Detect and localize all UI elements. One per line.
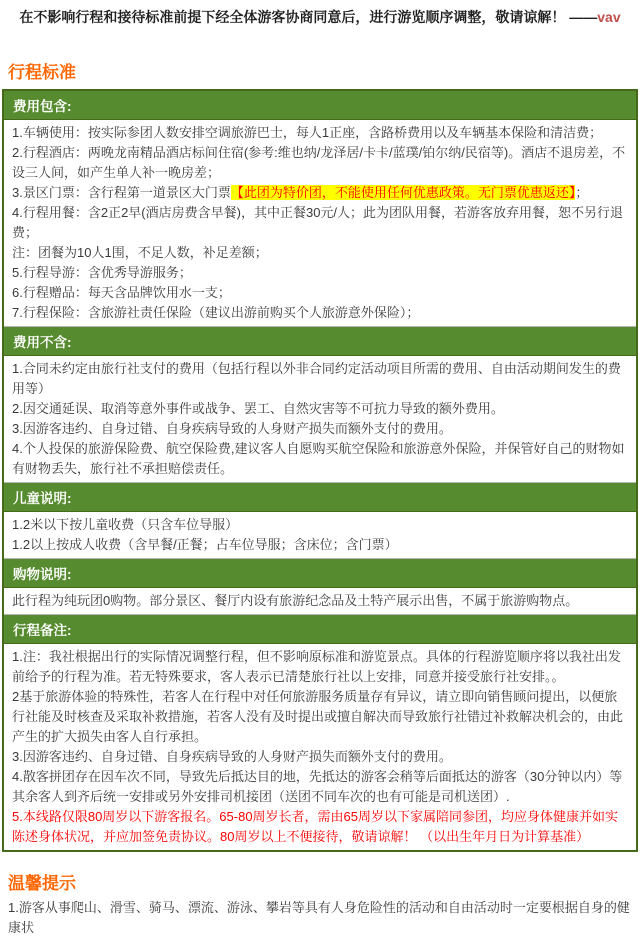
section-body-2 — [3, 512, 637, 559]
paragraph — [12, 183, 628, 203]
section-header-row — [3, 327, 637, 356]
paragraph: 1.合同未约定由旅行社支付的费用（包括行程以外非合同约定活动项目所需的费用、自由活动期间发生的费用等） — [12, 361, 621, 396]
section-header-0: 费用包含: — [3, 90, 637, 120]
section-header-row — [3, 90, 637, 120]
section-body-4 — [3, 644, 637, 852]
paragraph: 3.因游客违约、自身过错、自身疾病导致的人身财产损失而额外支付的费用。 — [12, 421, 452, 436]
section-body-row — [3, 356, 637, 483]
paragraph: 此行程为纯玩团0购物。部分景区、餐厅内设有旅游纪念品及土特产展示出售，不属于旅游购物点。 — [12, 593, 579, 608]
tips-body — [0, 898, 640, 938]
text-run: 3.景区门票：含行程第一道景区大门票 — [12, 185, 231, 200]
section-body-0 — [3, 120, 637, 327]
section-title-trip-standards: 行程标准 — [8, 63, 76, 82]
paragraph: 1.注：我社根据出行的实际情况调整行程，但不影响原标准和游览景点。具体的行程游览顺序将以我社出发前给予的行程为准。若无特殊要求，客人表示已清楚旅行社以上安排，同意并接受旅行社安排。。 — [12, 649, 621, 684]
paragraph: 2.行程酒店：两晚龙南精品酒店标间住宿(参考:维也纳/龙泽居/卡卡/蓝璞/铂尔纳/民宿等)。酒店不退房差，不设三人间，如产生单人补一晚房差； — [12, 145, 626, 180]
paragraph — [12, 807, 628, 847]
paragraph: 5.行程导游：含优秀导游服务； — [12, 265, 192, 280]
itinerary-standards-table — [2, 89, 638, 852]
paragraph: 4.散客拼团存在因车次不同，导致先后抵达目的地，先抵达的游客会稍等后面抵达的游客（30分钟以内）等其余客人到齐后统一安排或另外安排司机接团（送团不同车次的也有可能是司机送团）. — [12, 769, 623, 804]
paragraph: 4.个人投保的旅游保险费、航空保险费,建议客人自愿购买航空保险和旅游意外保险，并保管好自己的财物如有财物丢失，旅行社不承担赔偿责任。 — [12, 441, 625, 476]
section-title-tips: 温馨提示 — [8, 874, 76, 893]
red-warning-text: 5.本线路仅限80周岁以下游客报名。65-80周岁长者，需由65周岁以下家属陪同参团，均应身体健康并如实陈述身体状况，并应加签免责协议。80周岁以上不便接待，敬请谅解！ （以出生年月日为计算基准） — [12, 809, 619, 844]
paragraph: 1.2以上按成人收费（含早餐/正餐；占车位导服；含床位；含门票） — [12, 537, 398, 552]
text-run: ； — [575, 185, 589, 200]
highlighted-special-price-text: 【此团为特价团，不能使用任何优惠政策。无门票优惠返还】 — [230, 185, 576, 200]
section-header-2: 儿童说明: — [3, 483, 637, 512]
paragraph: 1.2米以下按儿童收费（只含车位导服） — [12, 517, 239, 532]
section-body-row — [3, 644, 637, 852]
paragraph: 6.行程赠品：每天含品牌饮用水一支； — [12, 285, 231, 300]
paragraph: 2.因交通延误、取消等意外事件或战争、罢工、自然灾害等不可抗力导致的额外费用。 — [12, 401, 504, 416]
paragraph: 4.行程用餐：含2正2早(酒店房费含早餐)，其中正餐30元/人；此为团队用餐，若游客放弃用餐，恕不另行退费； — [12, 205, 624, 240]
section-body-row — [3, 512, 637, 559]
section-header-row — [3, 483, 637, 512]
brand-vav: vav — [597, 9, 621, 25]
paragraph: 3.因游客违约、自身过错、自身疾病导致的人身财产损失而额外支付的费用。 — [12, 749, 452, 764]
section-header-row — [3, 559, 637, 588]
section-body-1 — [3, 356, 637, 483]
paragraph: 2基于旅游体验的特殊性，若客人在行程中对任何旅游服务质量存有异议，请立即向销售顾问提出，以便旅行社能及时核查及采取补救措施，若客人没有及时提出或擅自解决而导致旅行社错过补救解决机会的，由此产生的扩大损失由客人自行承担。 — [12, 689, 624, 744]
section-header-1: 费用不含: — [3, 327, 637, 356]
paragraph: 1.游客从事爬山、滑雪、骑马、漂流、游泳、攀岩等具有人身危险性的活动和自由活动时一定要根据自身的健康状 — [8, 900, 630, 935]
section-body-3 — [3, 588, 637, 615]
section-header-row — [3, 615, 637, 644]
paragraph: 注：团餐为10人1围，不足人数，补足差额； — [12, 245, 268, 260]
paragraph: 7.行程保险：含旅游社责任保险（建议出游前购买个人旅游意外保险）； — [12, 305, 420, 320]
notice-banner — [0, 0, 640, 27]
notice-text: 在不影响行程和接待标准前提下经全体游客协商同意后，进行游览顺序调整，敬请谅解！ —— — [19, 9, 598, 25]
itinerary-table-body — [3, 90, 637, 851]
paragraph: 1.车辆使用：按实际参团人数安排空调旅游巴士，每人1正座，含路桥费用以及车辆基本保险和清洁费； — [12, 125, 603, 140]
section-body-row — [3, 588, 637, 615]
section-header-4: 行程备注: — [3, 615, 637, 644]
section-body-row — [3, 120, 637, 327]
section-header-3: 购物说明: — [3, 559, 637, 588]
